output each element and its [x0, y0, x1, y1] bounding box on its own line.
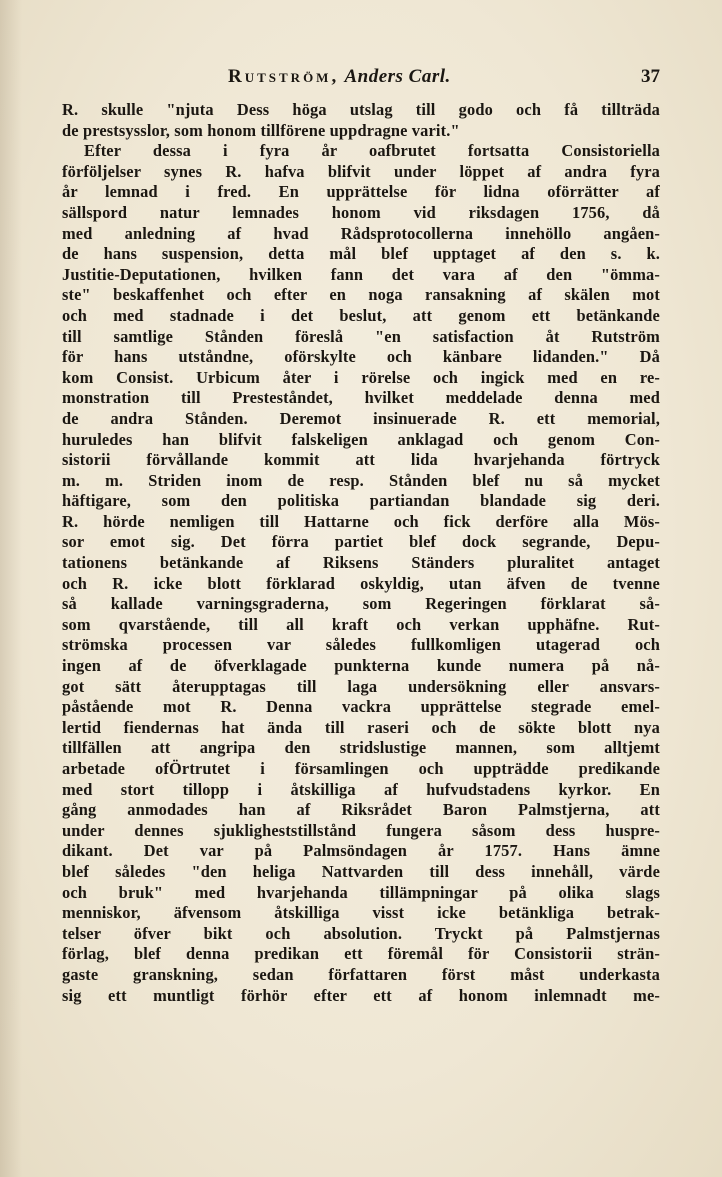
text-line: och R. icke blott förklarad oskyldig, utan äfven de tvenne — [62, 573, 660, 593]
text-line: sor emot sig. Det förra partiet blef dock segrande, Depu- — [62, 532, 660, 552]
body-text — [62, 100, 660, 1006]
text-line: kom Consist. Urbicum åter i rörelse och ingick med en re- — [62, 367, 660, 387]
text-line: gång anmodades han af Riksrådet Baron Palmstjerna, att — [62, 800, 660, 820]
text-line: under dennes sjukligheststillstånd fungera såsom dess huspre- — [62, 820, 660, 840]
text-line: förlag, blef denna predikan ett föremål för Consistorii strän- — [62, 944, 660, 964]
text-line: tillfällen att angripa den stridslustige mannen, som alltjemt — [62, 738, 660, 758]
text-line: arbetade ofÖrtrutet i församlingen och uppträdde predikande — [62, 759, 660, 778]
running-head-given-name: Anders Carl. — [344, 66, 451, 87]
text-line: till samtlige Stånden föreslå "en satisfaction åt Rutström — [62, 326, 660, 346]
text-line: tationens betänkande af Riksens Ständers pluralitet antaget — [62, 553, 660, 573]
text-line: blef således "den heliga Nattvarden till dess innehåll, värde — [62, 861, 660, 881]
text-line: och med stadnade i det beslut, att genom ett betänkande — [62, 305, 660, 325]
text-line: ste" beskaffenhet och efter en noga ransakning af skälen mot — [62, 285, 660, 305]
text-line: dikant. Det var på Palmsöndagen år 1757. Hans ämne — [62, 841, 660, 861]
text-line: så kallade varningsgraderna, som Regeringen förklarat så- — [62, 594, 660, 614]
text-line: de andra Stånden. Deremot insinuerade R. ett memorial, — [62, 408, 660, 428]
text-line: som qvarstående, till all kraft och verkan upphäfne. Rut- — [62, 614, 660, 634]
running-head-surname: Rutström, — [228, 66, 340, 87]
text-line: sig ett muntligt förhör efter ett af honom inlemnadt me- — [62, 985, 660, 1005]
text-line: lertid fiendernas hat ända till raseri och de sökte blott nya — [62, 717, 660, 737]
text-line: med anledning af hvad Rådsprotocollerna innehöllo angåen- — [62, 223, 660, 243]
text-line: Justitie-Deputationen, hvilken fann det vara af den "ömma- — [62, 264, 660, 284]
text-line: förföljelser synes R. hafva blifvit under löppet af andra fyra — [62, 161, 660, 181]
page-number: 37 — [641, 66, 660, 87]
text-line: sistorii förvållande kommit att lida hvarjehanda förtryck — [62, 450, 660, 470]
running-head — [228, 66, 451, 88]
page-header — [60, 66, 660, 92]
text-line: de prestsysslor, som honom tillförene uppdragne varit." — [62, 120, 460, 140]
text-line: menniskor, äfvensom åtskilliga visst icke betänkliga betrak- — [62, 903, 660, 923]
text-line: monstration till Presteståndet, hvilket meddelade denna med — [62, 388, 660, 408]
text-line: sällspord natur lemnades honom vid riksdagen 1756, då — [62, 202, 660, 222]
text-line: med stort tillopp i åtskilliga af hufvudstadens kyrkor. En — [62, 779, 660, 799]
text-line: huruledes han blifvit falskeligen anklagad och genom Con- — [62, 429, 660, 449]
text-line: gaste granskning, sedan författaren först måst underkasta — [62, 964, 660, 984]
text-line: år lemnad i fred. En upprättelse för lidna oförrätter af — [62, 182, 660, 202]
text-line: påstående mot R. Denna vackra upprättelse stegrade emel- — [62, 697, 660, 717]
text-line: R. hörde nemligen till Hattarne och fick derföre alla Mös- — [62, 511, 660, 531]
text-line: got sätt återupptagas till laga undersökning eller ansvars- — [62, 676, 660, 696]
text-line: ingen af de öfverklagade punkterna kunde numera på nå- — [62, 656, 660, 676]
text-line: telser öfver bikt och absolution. Tryckt på Palmstjernas — [62, 923, 660, 943]
text-line: m. m. Striden inom de resp. Stånden blef nu så mycket — [62, 470, 660, 490]
text-line: strömska processen var således fullkomligen utagerad och — [62, 635, 660, 655]
text-line: R. skulle "njuta Dess höga utslag till godo och få tillträda — [62, 100, 660, 119]
text-line: häftigare, som den politiska partiandan blandade sig deri. — [62, 491, 660, 511]
page-gutter-shadow — [0, 0, 22, 1177]
text-line: de hans suspension, detta mål blef upptaget af den s. k. — [62, 244, 660, 264]
text-line: för hans utståndne, oförskylte och känbare lidanden." Då — [62, 347, 660, 367]
text-line: och bruk" med hvarjehanda tillämpningar på olika slags — [62, 882, 660, 902]
text-line: Efter dessa i fyra år oafbrutet fortsatta Consistoriella — [84, 141, 660, 161]
